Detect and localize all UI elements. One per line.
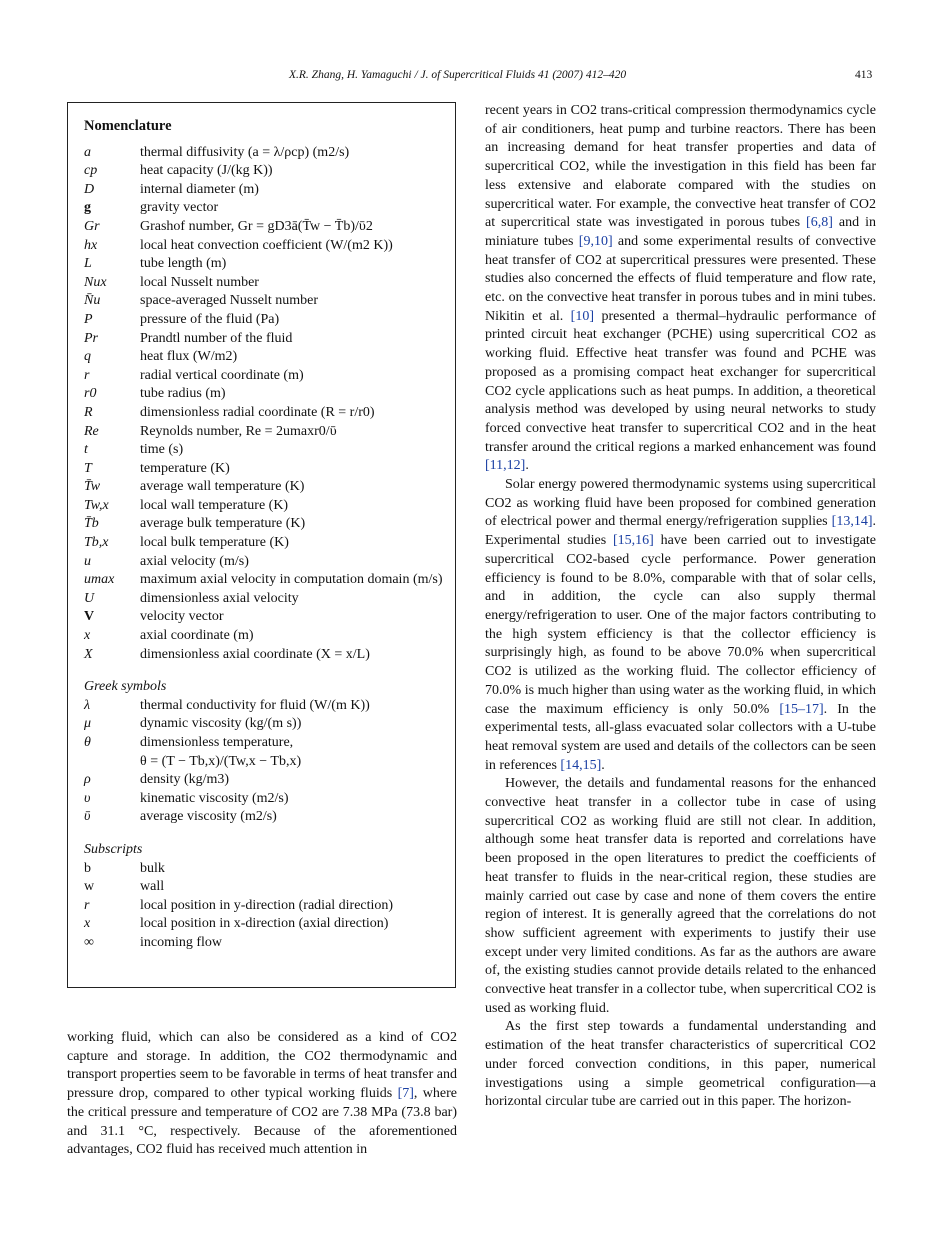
definition: bulk — [140, 860, 165, 876]
subscripts-list — [84, 860, 455, 953]
symbol: υ — [84, 790, 91, 806]
symbol: P — [84, 311, 93, 327]
page-header — [0, 69, 925, 85]
nomenclature-list — [84, 144, 455, 665]
symbol: w — [84, 879, 95, 895]
nomenclature-entry — [84, 404, 455, 423]
nomenclature-entry — [84, 771, 455, 790]
symbol: hx — [84, 237, 98, 253]
nomenclature-entry — [84, 255, 455, 274]
nomenclature-entry — [84, 478, 455, 497]
citation-link[interactable]: [15,16] — [613, 533, 654, 549]
nomenclature-entry — [84, 441, 455, 460]
symbol: Re — [84, 423, 99, 439]
nomenclature-entry — [84, 237, 455, 256]
definition: pressure of the fluid (Pa) — [140, 311, 280, 327]
definition: Reynolds number, Re = 2umaxr0/ῡ — [140, 423, 337, 439]
symbol: umax — [84, 572, 115, 588]
paragraph: working fluid, which can also be considered as a kind of CO2 capture and storage. In addition, the CO2 thermodynamic and transport properties seem to be favorable in terms of heat transfer and pressure drop, compared to other typical working fluids [7], where the critical pressure and temperature of CO2 are 7.38 MPa (73.8 bar) and 31.1 °C, respectively. Because of the aforementioned advantages, CO2 fluid has received much attention in — [67, 1030, 457, 1158]
definition: θ = (T − Tb,x)/(Tw,x − Tb,x) — [140, 753, 302, 769]
symbol: θ — [84, 735, 91, 750]
symbol: T̄b — [84, 516, 99, 532]
symbol: Nux — [84, 274, 107, 290]
definition: kinematic viscosity (m2/s) — [140, 790, 289, 806]
running-head: X.R. Zhang, H. Yamaguchi / J. of Supercritical Fluids 41 (2007) 412–420 — [289, 69, 627, 81]
definition: incoming flow — [140, 934, 223, 950]
nomenclature-entry — [84, 497, 455, 516]
paragraph: Solar energy powered thermodynamic systems using supercritical CO2 as working fluid have been proposed for combined generation of electrical power and thermal energy/refrigeration supplies [13,14]. Experimental studies [15,16] have been carried out to investigate supercritical CO2-based cycle performance. Power generation efficiency is found to be 8.0%, comparable with that of solar cells, and in addition, the cycle can also supply thermal energy/refrigeration to user. One of the major factors contributing to the high system efficiency is that the collector efficiency is surprisingly high, as found to be above 70.0% when supercritical CO2 is utilized as the working fluid. The collector efficiency of 70.0% is much higher than using water as the working fluid, in which case the maximum efficiency is only 50.0% [15–17]. In the experimental tests, all-glass evacuated solar collectors with a U-tube heat removal system are used and details of the collectors can be seen in references [14,15]. — [485, 477, 877, 773]
definition: axial coordinate (m) — [140, 628, 254, 644]
definition: dimensionless temperature, — [140, 735, 294, 750]
definition: maximum axial velocity in computation domain (m/s) — [140, 572, 443, 588]
definition: heat flux (W/m2) — [140, 349, 238, 365]
definition: temperature (K) — [140, 460, 230, 476]
definition: thermal conductivity for fluid (W/(m K)) — [140, 697, 370, 713]
definition: gravity vector — [140, 200, 219, 216]
definition: density (kg/m3) — [140, 772, 230, 788]
symbol: x — [84, 916, 91, 932]
greek-symbols-heading: Greek symbols — [84, 679, 167, 695]
definition: local bulk temperature (K) — [140, 535, 289, 551]
symbol: μ — [84, 716, 92, 732]
nomenclature-entry — [84, 753, 455, 772]
citation-link[interactable]: [11,12] — [485, 458, 526, 474]
definition: local heat convection coefficient (W/(m2 K)) — [140, 237, 393, 253]
nomenclature-entry — [84, 199, 455, 218]
definition: average wall temperature (K) — [140, 479, 305, 495]
nomenclature-entry — [84, 515, 455, 534]
symbol: Pr — [84, 330, 98, 346]
nomenclature-entry — [84, 534, 455, 553]
definition: thermal diffusivity (a = λ/ρcp) (m2/s) — [140, 144, 350, 160]
symbol: g — [84, 200, 91, 216]
page-number: 413 — [855, 69, 873, 81]
nomenclature-entry — [84, 627, 455, 646]
definition: Grashof number, Gr = gD3ā(T̄w − T̄b)/ῡ2 — [140, 218, 373, 234]
paragraph: recent years in CO2 trans-critical compression thermodynamics cycle of air conditioners, heat pump and turbine reactors. There has been an increasing demand for heat transfer properties and data of supercritical CO2, while the investigation in this field has been far less extensive and elaborate compared with the studies on supercritical water. For example, the convective heat transfer of CO2 at supercritical state was investigated in porous tubes [6,8] and in miniature tubes [9,10] and some experimental results of convective heat transfer of CO2 at supercritical pressures were presented. These studies also concerned the effects of fluid temperature and flow rate, etc. on the convective heat transfer in porous tubes and in mini tubes. Nikitin et al. [10] presented a thermal–hydraulic performance of printed circuit heat exchanger (PCHE) using supercritical CO2 as working fluid. Effective heat transfer was found and PCHE was proposed as a promising compact heat exchanger for supercritical CO2 cycle applications such as heat pumps. In addition, a theoretical analysis method was developed by using neural networks to study forced convective heat transfer to supercritical CO2 and in the heat transfer around the critical regions a marked enhancement was found [11,12]. — [485, 103, 877, 474]
definition: Prandtl number of the fluid — [140, 330, 293, 346]
symbol: Gr — [84, 218, 100, 234]
definition: velocity vector — [140, 609, 224, 625]
nomenclature-title: Nomenclature — [84, 118, 172, 134]
right-column-text — [485, 102, 876, 1112]
nomenclature-entry — [84, 144, 455, 163]
symbol: V — [84, 609, 95, 625]
left-column-text — [67, 1029, 457, 1160]
citation-link[interactable]: [9,10] — [578, 233, 613, 249]
symbol: x — [84, 628, 91, 644]
paragraph: As the first step towards a fundamental understanding and estimation of the heat transfer characteristics of supercritical CO2 under forced convection conditions, in this paper, numerical investigations using a simple geometrical configuration—a horizontal circular tube are carried out in this paper. The horizon- — [485, 1019, 876, 1110]
nomenclature-entry — [84, 808, 455, 827]
symbol: Tw,x — [84, 497, 109, 513]
citation-link[interactable]: [14,15] — [560, 757, 602, 773]
nomenclature-entry — [84, 590, 455, 609]
nomenclature-entry — [84, 790, 455, 809]
nomenclature-entry — [84, 646, 455, 665]
definition: dimensionless axial velocity — [140, 590, 299, 606]
nomenclature-entry — [84, 162, 455, 181]
symbol: ∞ — [84, 934, 94, 950]
definition: heat capacity (J/(kg K)) — [140, 163, 273, 179]
symbol: q — [84, 349, 91, 365]
symbol: a — [84, 144, 91, 160]
nomenclature-entry — [84, 553, 455, 572]
definition: time (s) — [140, 442, 184, 458]
symbol: R — [84, 404, 93, 420]
nomenclature-entry — [84, 181, 455, 200]
symbol: b — [84, 860, 91, 876]
definition: local position in y-direction (radial direction) — [140, 897, 394, 913]
nomenclature-entry — [84, 860, 455, 879]
symbol — [84, 753, 140, 772]
symbol: ρ — [84, 772, 91, 788]
nomenclature-entry — [84, 897, 455, 916]
nomenclature-entry — [84, 715, 455, 734]
nomenclature-entry — [84, 385, 455, 404]
greek-symbols-list — [84, 697, 455, 827]
nomenclature-entry — [84, 423, 455, 442]
nomenclature-entry — [84, 348, 455, 367]
citation-link[interactable]: [13,14] — [831, 514, 873, 530]
symbol: ῡ — [84, 809, 91, 825]
symbol: T̄w — [84, 479, 101, 495]
definition: dimensionless axial coordinate (X = x/L) — [140, 646, 370, 662]
nomenclature-entry — [84, 571, 455, 590]
symbol: r0 — [84, 386, 97, 402]
nomenclature-entry — [84, 367, 455, 386]
nomenclature-entry — [84, 734, 455, 753]
definition: tube radius (m) — [140, 386, 226, 402]
nomenclature-entry — [84, 292, 455, 311]
symbol: u — [84, 553, 91, 569]
definition: internal diameter (m) — [140, 181, 259, 197]
paragraph: However, the details and fundamental reasons for the enhanced convective heat transfer in a collector tube in case of using supercritical CO2 as working fluid are still not clear. In addition, although some heat transfer data is reported and correlations have been proposed in the open literatures to predict the coefficients of heat transfer to fluids in the near-critical region, these studies are mainly carried out case by case and none of them covers the entire region of interest. It is generally agreed that the correlations do not show sufficient agreement with experiments to justify their use except under very limited conditions. As far as the authors are aware of, the existing studies cannot provide details related to the enhanced convective heat transfer in a collector tube, when supercritical CO2 is used as working fluid. — [485, 776, 876, 1016]
symbol: Tb,x — [84, 535, 109, 551]
symbol: r — [84, 897, 90, 913]
nomenclature-box — [67, 102, 456, 988]
nomenclature-entry — [84, 218, 455, 237]
citation-link[interactable]: [6,8] — [806, 215, 833, 231]
symbol: D — [84, 181, 95, 197]
symbol: N̄u — [84, 293, 101, 309]
definition: average viscosity (m2/s) — [140, 809, 277, 825]
symbol: U — [84, 590, 95, 606]
nomenclature-entry — [84, 311, 455, 330]
nomenclature-entry — [84, 274, 455, 293]
definition: average bulk temperature (K) — [140, 516, 306, 532]
symbol: r — [84, 367, 90, 383]
definition: local Nusselt number — [140, 274, 259, 290]
symbol: t — [84, 442, 88, 458]
nomenclature-entry — [84, 697, 455, 716]
nomenclature-entry — [84, 460, 455, 479]
nomenclature-entry — [84, 608, 455, 627]
definition: wall — [140, 879, 165, 895]
definition: axial velocity (m/s) — [140, 553, 249, 569]
citation-link[interactable]: [15–17] — [779, 701, 824, 717]
definition: dynamic viscosity (kg/(m s)) — [140, 716, 302, 732]
nomenclature-entry — [84, 330, 455, 349]
citation-link[interactable]: [10] — [570, 308, 594, 324]
symbol: λ — [84, 697, 91, 713]
definition: space-averaged Nusselt number — [140, 293, 319, 309]
definition: tube length (m) — [140, 256, 227, 272]
definition: radial vertical coordinate (m) — [140, 367, 304, 383]
nomenclature-entry — [84, 878, 455, 897]
nomenclature-entry — [84, 934, 455, 953]
subscripts-heading: Subscripts — [84, 841, 143, 857]
symbol: T — [84, 460, 92, 476]
nomenclature-entry — [84, 915, 455, 934]
symbol: X — [84, 646, 93, 662]
definition: dimensionless radial coordinate (R = r/r0) — [140, 404, 375, 420]
citation-link[interactable]: [7] — [397, 1086, 414, 1102]
definition: local position in x-direction (axial direction) — [140, 916, 389, 932]
definition: local wall temperature (K) — [140, 497, 289, 513]
symbol: L — [84, 256, 92, 272]
symbol: cp — [84, 163, 98, 179]
